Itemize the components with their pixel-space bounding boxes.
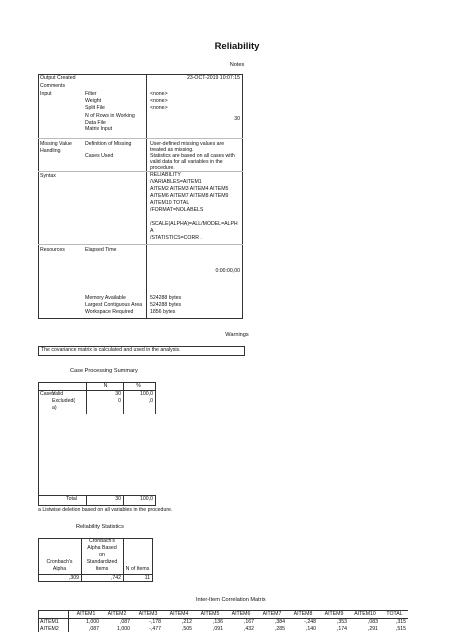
col-header: AITEM7: [262, 611, 282, 617]
filter-label: Filter: [85, 91, 97, 97]
col-header: AITEM9: [324, 611, 344, 617]
reliability-heading: Reliability Statistics: [76, 524, 124, 530]
col-header: AITEM5: [200, 611, 220, 617]
col-header: AITEM8: [293, 611, 313, 617]
alpha-value: ,309: [68, 575, 79, 581]
elapsed-time-value: 0:00:00,00: [215, 268, 240, 274]
syntax-line: AITEM2 AITEM3 AITEM4 AITEM5: [150, 186, 229, 192]
input-label: Input: [40, 91, 52, 97]
syntax-line: AITEM6 AITEM7 AITEM8 AITEM9: [150, 193, 229, 199]
col-n-header: N: [103, 383, 108, 389]
cases-used-line-3: procedure.: [150, 165, 175, 171]
notes-heading: Notes: [229, 62, 245, 68]
missing-label-1: Missing Value: [40, 141, 72, 147]
weight-label: Weight: [85, 98, 102, 104]
excluded-n: 0: [118, 398, 121, 404]
cell-value: ,291: [367, 626, 378, 632]
cases-label: Cases: [40, 391, 55, 397]
notes-table: [38, 74, 243, 319]
cell-value: ,353: [336, 619, 347, 625]
valid-label: Valid: [52, 391, 64, 397]
output-created-value: 23-OCT-2019 10:07:15: [186, 75, 240, 81]
split-file-value: <none>: [150, 105, 168, 111]
row-label: AITEM1: [40, 619, 59, 625]
case-summary-footnote: a Listwise deletion based on all variables in the procedure.: [38, 507, 173, 513]
cell-value: ,167: [243, 619, 254, 625]
cell-value: ,212: [181, 619, 192, 625]
syntax-line: /SCALE(ALPHA)=ALL/MODEL=ALPH: [150, 221, 238, 227]
warnings-text: The covariance matrix is calculated and used in the analysis.: [41, 347, 181, 353]
n-rows-value: 30: [234, 116, 240, 122]
valid-n: 30: [115, 391, 121, 397]
largest-area-value: 524288 bytes: [150, 302, 182, 308]
cell-value: ,315: [395, 619, 406, 625]
cell-value: ,174: [336, 626, 347, 632]
cell-value: ,136: [212, 619, 223, 625]
weight-value: <none>: [150, 98, 168, 104]
cell-value: ,285: [274, 626, 285, 632]
cell-value: -,178: [149, 619, 161, 625]
std-alpha-value: ,742: [110, 575, 121, 581]
warnings-box: [38, 346, 245, 356]
filter-value: <none>: [150, 91, 168, 97]
split-file-label: Split File: [85, 105, 105, 111]
workspace-required-value: 1856 bytes: [150, 309, 176, 315]
missing-definition-line-1: User-defined missing values are: [150, 141, 225, 147]
correlation-heading: Inter-Item Correlation Matrix: [196, 597, 266, 603]
syntax-line: /STATISTICS=CORR .: [150, 235, 202, 241]
col-header: AITEM2: [107, 611, 127, 617]
largest-area-label: Largest Contiguous Area: [85, 302, 143, 308]
std-alpha-header-line: Alpha Based: [87, 545, 117, 551]
excluded-pct: ,0: [148, 398, 153, 404]
std-alpha-header-line: Standardized: [86, 559, 118, 565]
excluded-label-2: a): [52, 405, 57, 411]
cases-used-line-1: Statistics are based on all cases with: [150, 153, 235, 159]
cases-used-label: Cases Used: [85, 153, 114, 159]
report-title: Reliability: [214, 41, 260, 52]
std-alpha-header-line: Items: [95, 566, 109, 572]
matrix-input-label: Matrix Input: [85, 126, 113, 132]
excluded-label: Excluded(: [52, 398, 76, 404]
case-summary-heading: Case Processing Summary: [70, 368, 138, 374]
missing-label-2: Handling: [40, 148, 61, 154]
total-pct: 100,0: [140, 496, 153, 502]
alpha-header-line: Alpha: [52, 566, 67, 572]
cell-value: ,087: [119, 619, 130, 625]
cases-used-line-2: valid data for all variables in the: [150, 159, 223, 165]
syntax-line: AITEM10 TOTAL: [150, 200, 190, 206]
cell-value: ,140: [305, 626, 316, 632]
std-alpha-header-line: on: [99, 552, 105, 558]
case-summary-table: [38, 382, 156, 506]
col-header: AITEM4: [169, 611, 189, 617]
col-pct-header: %: [136, 383, 141, 389]
comments-label: Comments: [40, 83, 66, 89]
valid-pct: 100,0: [140, 391, 153, 397]
col-header: AITEM6: [231, 611, 251, 617]
cell-value: 1,000: [86, 619, 99, 625]
elapsed-time-label: Elapsed Time: [85, 247, 117, 253]
cell-value: -,477: [149, 626, 161, 632]
cell-value: ,083: [367, 619, 378, 625]
n-items-value: 11: [144, 575, 150, 581]
col-header: AITEM1: [76, 611, 96, 617]
output-created-label: Output Created: [40, 75, 76, 81]
syntax-line: A: [150, 228, 154, 234]
cell-value: 1,000: [117, 626, 130, 632]
warnings-heading: Warnings: [225, 332, 249, 338]
std-alpha-header-line: Cronbach's: [88, 538, 116, 544]
cell-value: ,087: [88, 626, 99, 632]
col-header: AITEM3: [138, 611, 158, 617]
col-header: TOTAL: [386, 611, 403, 617]
memory-available-label: Memory Available: [85, 295, 126, 301]
cell-value: ,505: [181, 626, 192, 632]
col-header: AITEM10: [354, 611, 376, 617]
syntax-line: /FORMAT=NOLABELS: [150, 207, 204, 213]
total-n: 30: [115, 496, 121, 502]
syntax-line: /VARIABLES=AITEM1: [150, 179, 202, 185]
resources-label: Resources: [40, 247, 65, 253]
total-label: Total: [66, 496, 77, 502]
workspace-required-label: Workspace Required: [85, 309, 134, 315]
n-rows-label: N of Rows in Working Data File: [85, 113, 135, 126]
syntax-label: Syntax: [40, 173, 56, 179]
row-label: AITEM2: [40, 626, 59, 632]
correlation-table: [38, 610, 408, 632]
cell-value: ,432: [243, 626, 254, 632]
missing-definition-label: Definition of Missing: [85, 141, 132, 147]
n-items-header: N of Items: [125, 566, 150, 572]
syntax-line: RELIABILITY: [150, 172, 181, 178]
alpha-header-line: Cronbach's: [46, 559, 73, 565]
reliability-table: [38, 538, 153, 582]
cell-value: -,248: [304, 619, 316, 625]
memory-available-value: 524288 bytes: [150, 295, 182, 301]
missing-definition-line-2: treated as missing.: [150, 147, 194, 153]
cell-value: ,384: [274, 619, 285, 625]
cell-value: ,515: [395, 626, 406, 632]
cell-value: ,091: [212, 626, 223, 632]
